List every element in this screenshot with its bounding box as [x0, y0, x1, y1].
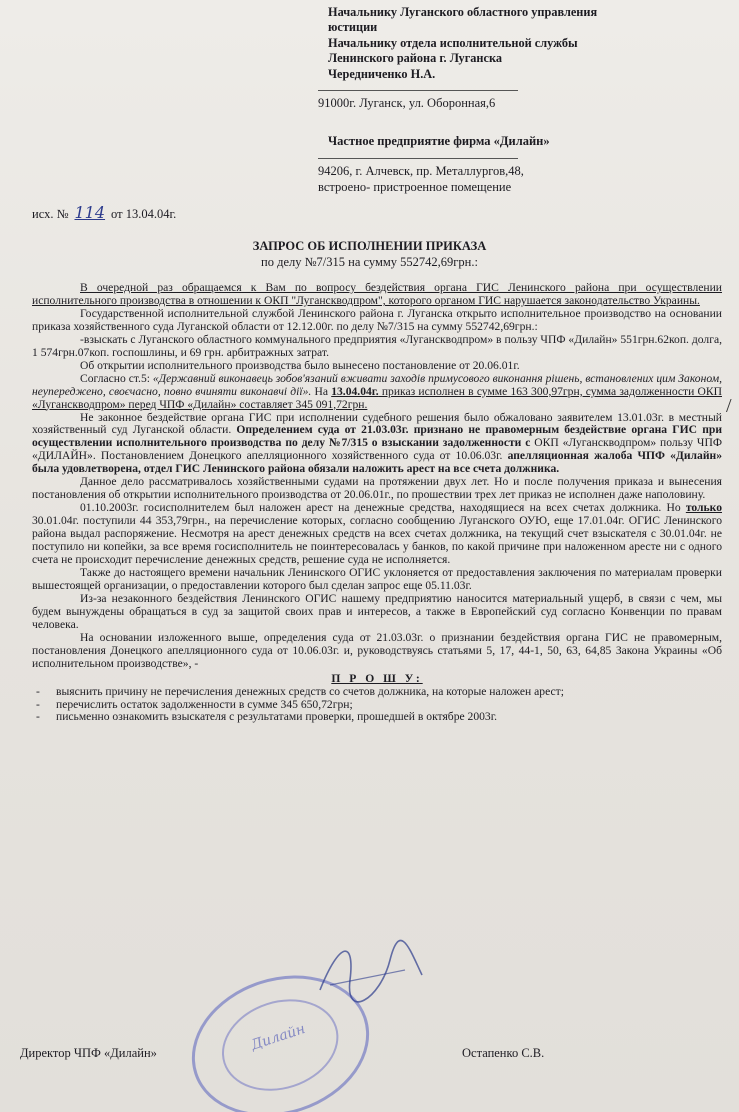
- stamp-text: Дилайн: [249, 1021, 308, 1054]
- paragraph-text: приказ исполнен в сумме 163 300,97грн, сумма задолженности ОКП «Луганскводпром» перед ЧПФ «Дилайн» составляет 345 091,72грн.: [32, 384, 722, 411]
- address-rule: [318, 158, 518, 159]
- request-text: письменно ознакомить взыскателя с результатами проверки, прошедшей в октябре 2003г.: [56, 710, 498, 724]
- court-ruling: Определением суда от 21.03.03г. признано не правомерным бездействие органа ГИС при осуществлении исполнительного производства по делу №7/315 о взыскании задолженности с: [32, 423, 723, 450]
- outgoing-number-handwritten: 114: [74, 203, 106, 222]
- paragraph: [32, 502, 722, 567]
- request-item: - письменно ознакомить взыскателя с результатами проверки, прошедшей в октябре 2003г.: [36, 710, 498, 724]
- sender-address-line1: 94206, г. Алчевск, пр. Металлургов,48,: [318, 164, 524, 178]
- handwritten-signature: [310, 930, 430, 1010]
- margin-mark: /: [726, 395, 732, 417]
- paragraph: Государственной исполнительной службой Ленинского района г. Луганска открыто исполнительное производство на основании приказа хозяйственного суда Луганской области от 12.12.00г. по делу №7/315 на сумму 552742,69грн.:: [32, 306, 722, 333]
- document-subtitle: по делу №7/315 на сумму 552742,69грн.:: [261, 255, 478, 269]
- paragraph: В очередной раз обращаемся к Вам по вопросу бездействия органа ГИС Ленинского района при осуществлении исполнительного производства в отношении к ОКП "Луганскводпром", которого органом ГИС нарушается законодательство Украины.: [32, 281, 722, 307]
- paragraph-text: Согласно ст.5:: [80, 371, 153, 385]
- recipient-address: 91000г. Луганск, ул. Оборонная,6: [318, 96, 496, 110]
- request-text: перечислить остаток задолженности в сумме 345 650,72грн;: [56, 697, 353, 711]
- recipient-line: юстиции: [328, 20, 378, 35]
- paragraph-text: ОКП «Луганскводпром» пользу ЧПФ «ДИЛАЙН». Постановлением Донецкого апелляционного хозяйственного суда от 10.06.03г.: [32, 436, 722, 463]
- request-text: выяснить причину не перечисления денежных средств со счетов должника, на которые наложен арест;: [56, 684, 564, 698]
- recipient-line: Чередниченко Н.А.: [328, 66, 436, 81]
- request-item: - перечислить остаток задолженности в сумме 345 650,72грн;: [36, 697, 353, 711]
- signer-position: Директор ЧПФ «Дилайн»: [20, 1046, 157, 1060]
- paragraph: [32, 373, 722, 412]
- paragraph: Об открытии исполнительного производства было вынесено постановление от 20.06.01г.: [80, 358, 520, 372]
- recipient-line: Начальнику отдела исполнительной службы: [328, 35, 578, 50]
- law-quote: «Державний виконавець зобов'язаний вживати заходів примусового виконання рішень, встановлених цим Законом, неупереджено, своєчасно, повно вчиняти виконавчі дії».: [32, 371, 722, 398]
- request-item: - выяснить причину не перечисления денежных средств со счетов должника, на которые наложен арест;: [36, 684, 564, 698]
- emphasis: только: [685, 501, 722, 515]
- request-heading: П Р О Ш У:: [331, 671, 423, 685]
- paragraph-date: 13.04.04г.: [331, 384, 379, 398]
- recipient-line: Начальнику Луганского областного управления: [328, 5, 598, 19]
- paragraph-text: Не законное бездействие органа ГИС при исполнении судебного решения было обжаловано заявителем 13.01.03г. в местный хозяйственный суд Луганской области.: [32, 410, 722, 437]
- paragraph: На основании изложенного выше, определения суда от 21.03.03г. о признании бездействия органа ГИС не правомерным, постановления Донецкого апелляционного суда от 10.06.03г. и, руководствуясь статьями 5, 17, 44-1, 50, 63, 64,85 Закона Украины «Об исполнительном производстве», -: [32, 630, 722, 670]
- sender-name: Частное предприятие фирма «Дилайн»: [328, 134, 550, 148]
- appeal-result: апелляционная жалоба ЧПФ «Дилайн» была удовлетворена, отдел ГИС Ленинского района обязали наложить арест на все счета должника.: [32, 449, 722, 476]
- paragraph: Данное дело рассматривалось хозяйственными судами на протяжении двух лет. Но и после получения приказа и вынесения постановления об открытии исполнительного производства от 20.06.01г., по прошествии трех лет приказ не исполнен даже наполовину.: [32, 475, 722, 502]
- outgoing-date: от 13.04.04г.: [111, 207, 177, 221]
- sender-address-line2: встроено- пристроенное помещение: [318, 180, 512, 194]
- recipient-line: Ленинского района г. Луганска: [328, 51, 503, 66]
- outgoing-prefix: исх. №: [32, 207, 69, 221]
- document-title: ЗАПРОС ОБ ИСПОЛНЕНИИ ПРИКАЗА: [252, 239, 487, 253]
- recipient-block: [328, 5, 728, 82]
- document-body: [32, 282, 722, 724]
- address-rule: [318, 90, 518, 91]
- paragraph: Также до настоящего времени начальник Ленинского ОГИС уклоняется от предоставления заключения по материалам проверки вышестоящей организации, о предоставлении которого был сделан запрос еще 05.11.03г.: [32, 565, 722, 592]
- paragraph-text: 30.01.04г. поступили 44 353,79грн., на перечисление которых, согласно сообщению Луганского ОУЮ, еще 17.01.04г. ОГИС Ленинского района выдал распоряжение. Несмотря на арест денежных средств на всех счетах должника, на текущий счет взыскателя с 30.01.04г. не поступило ни копейки, за все время госисполнитель не поинтересовалась у банков, по какой причине при наложенном аресте ни с одного счета не происходит перечисление денежных средств, решение суда не исполняется.: [32, 514, 722, 567]
- paragraph: -взыскать с Луганского областного коммунального предприятия «Луганскводпром» в пользу ЧПФ «Дилайн» 551грн.62коп. долга, 1 574грн.07коп. госпошлины, и 69 грн. арбитражных затрат.: [32, 332, 722, 359]
- paragraph-text: На: [311, 384, 332, 398]
- signer-name: Остапенко С.В.: [462, 1046, 545, 1060]
- paragraph: [32, 412, 722, 477]
- paragraph-text: 01.10.2003г. госисполнителем был наложен арест на денежные средства, находящиеся на всех счетах должника. Но: [80, 501, 686, 515]
- paragraph: Из-за незаконного бездействия Ленинского ОГИС нашему предприятию наносится материальный ущерб, в связи с чем, мы будем вынуждены обращаться в суд за защитой своих прав и интересов, а также в Европейский суд согласно Конвенции по правам человека.: [32, 591, 722, 631]
- outgoing-number: [32, 203, 176, 222]
